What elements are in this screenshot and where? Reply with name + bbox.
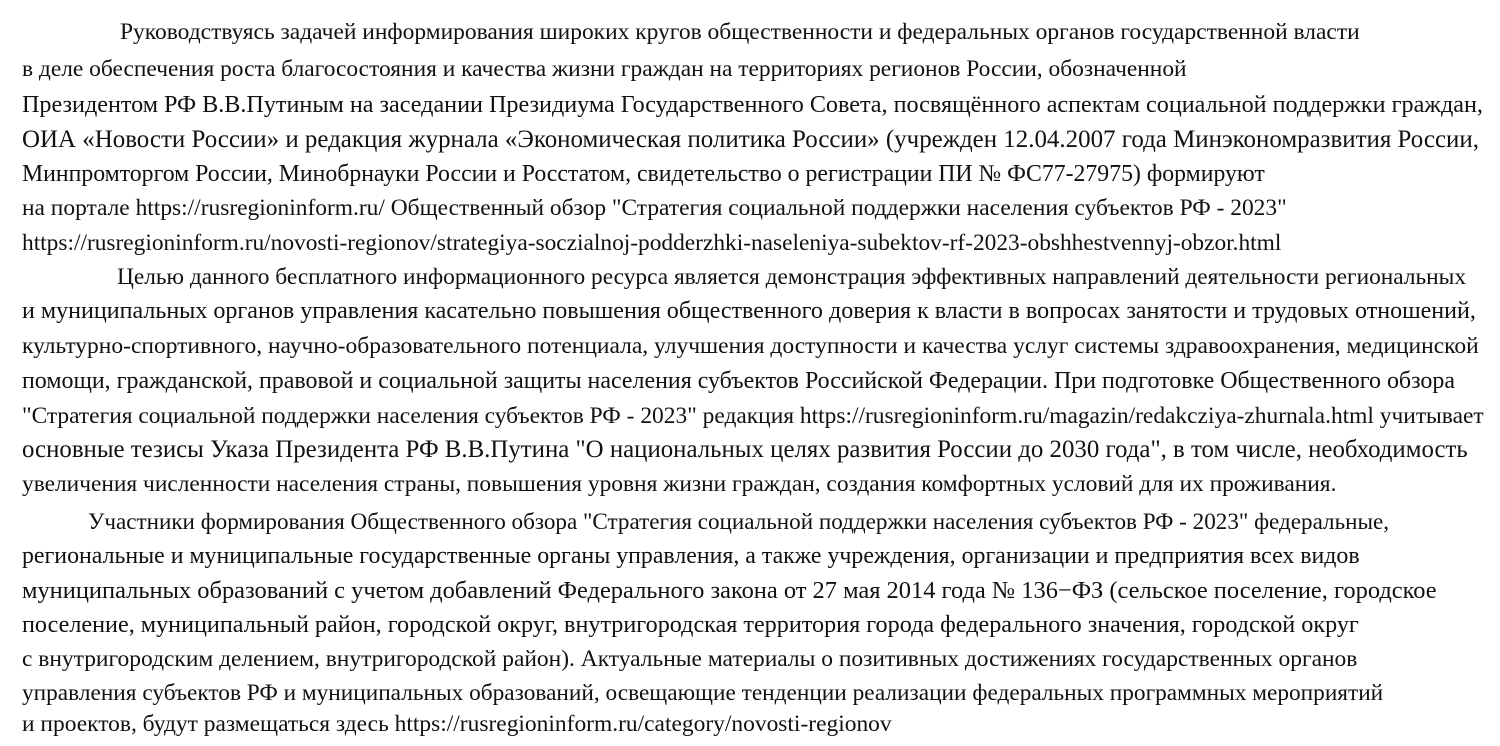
paragraph-2-line-6: основные тезисы Указа Президента РФ В.В.Путина "О национальных целях развития России до 2030 года", в том числе, необходимость [22,436,1468,463]
paragraph-3-line-5: с внутригородским делением, внутригородской район). Актуальные материалы о позитивных достижениях государственных органов [22,646,1358,672]
paragraph-2-line-4: помощи, гражданской, правовой и социальной защиты населения субъектов Российской Федерации. При подготовке Общественного обзора [22,368,1455,394]
paragraph-1-line-6: на портале https://rusregioninform.ru/ Общественный обзор "Стратегия социальной поддержки населения субъектов РФ - 2023" [22,195,1287,221]
paragraph-2-line-5: "Стратегия социальной поддержки населения субъектов РФ - 2023" редакция https://rusregioninform.ru/magazin/redakcziya-zhurnala.html учитывает [22,403,1484,429]
paragraph-2-line-3: культурно-спортивного, научно-образовательного потенциала, улучшения доступности и качества услуг системы здравоохранения, медицинской [22,333,1479,359]
paragraph-1-line-3: Президентом РФ В.В.Путиным на заседании Президиума Государственного Совета, посвящённого аспектам социальной поддержки граждан, [22,91,1483,118]
paragraph-3-line-2: региональные и муниципальные государственные органы управления, а также учреждения, организации и предприятия всех видов [22,543,1360,569]
paragraph-3-line-1: Участники формирования Общественного обзора "Стратегия социальной поддержки населения субъектов РФ - 2023" федеральные, [88,509,1390,535]
paragraph-1-line-5: Минпромторгом России, Минобрнауки России и Росстатом, свидетельство о регистрации ПИ № ФС77-27975) формируют [22,161,1265,187]
paragraph-3-line-6: управления субъектов РФ и муниципальных образований, освещающие тенденции реализации федеральных программных мероприятий [22,680,1384,706]
paragraph-2-line-1: Целью данного бесплатного информационного ресурса является демонстрация эффективных направлений деятельности региональных [117,264,1467,290]
paragraph-1-line-4: ОИА «Новости России» и редакция журнала «Экономическая политика России» (учрежден 12.04.2007 года Минэкономразвития России, [22,126,1479,153]
paragraph-1-line-1: Руководствуясь задачей информирования широких кругов общественности и федеральных органов государственной власти [120,19,1360,45]
paragraph-1-link-line[interactable]: https://rusregioninform.ru/novosti-regionov/strategiya-soczialnoj-podderzhki-naseleniya-subektov-rf-2023-obshhestvennyj-obzor.html [22,230,1282,256]
paragraph-2-line-7: увеличения численности населения страны, повышения уровня жизни граждан, создания комфортных условий для их проживания. [22,471,1337,497]
paragraph-3-line-4: поселение, муниципальный район, городской округ, внутригородская территория города федерального значения, городской округ [22,611,1359,638]
paragraph-2-line-2: и муниципальных органов управления касательно повышения общественного доверия к власти в вопросах занятости и трудовых отношений, [22,298,1476,324]
paragraph-3-line-3: муниципальных образований с учетом добавлений Федерального закона от 27 мая 2014 года № 136−ФЗ (сельское поселение, городское [22,577,1437,604]
paragraph-3-line-7: и проектов, будут размещаться здесь https://rusregioninform.ru/category/novosti-regionov [22,711,892,737]
paragraph-1-line-2: в деле обеспечения роста благосостояния и качества жизни граждан на территориях регионов России, обозначенной [22,56,1187,82]
